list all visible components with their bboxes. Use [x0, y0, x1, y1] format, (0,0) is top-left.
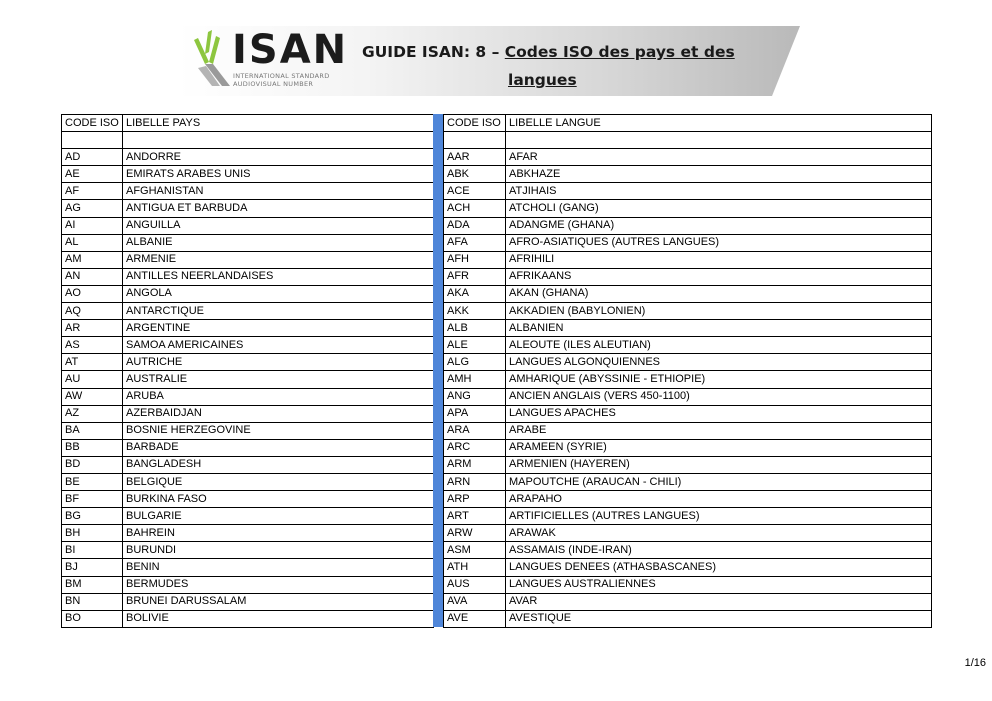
- language-label-cell: ARABE: [506, 422, 932, 439]
- language-label-cell: AFAR: [506, 149, 932, 166]
- table-row: [444, 200, 932, 217]
- language-code-cell: ALE: [444, 337, 506, 354]
- language-label-cell: ASSAMAIS (INDE-IRAN): [506, 542, 932, 559]
- language-code-cell: ABK: [444, 166, 506, 183]
- country-code-cell: BH: [62, 525, 123, 542]
- country-code-cell: AS: [62, 337, 123, 354]
- country-label-cell: ANGUILLA: [123, 217, 434, 234]
- country-code-cell: AW: [62, 388, 123, 405]
- language-code-cell: AUS: [444, 576, 506, 593]
- language-blank-row: [444, 132, 932, 149]
- table-row: [62, 456, 434, 473]
- language-header-cell: CODE ISO: [444, 115, 506, 132]
- country-code-cell: BF: [62, 491, 123, 508]
- table-row: [444, 149, 932, 166]
- table-row: [444, 491, 932, 508]
- table-row: [62, 149, 434, 166]
- language-code-cell: AAR: [444, 149, 506, 166]
- country-blank-cell: [62, 132, 123, 149]
- table-row: [444, 525, 932, 542]
- table-row: [444, 610, 932, 627]
- country-code-cell: AO: [62, 285, 123, 302]
- table-row: [62, 559, 434, 576]
- table-row: [444, 251, 932, 268]
- language-code-cell: ACH: [444, 200, 506, 217]
- table-row: [62, 268, 434, 285]
- country-code-cell: AF: [62, 183, 123, 200]
- country-label-cell: SAMOA AMERICAINES: [123, 337, 434, 354]
- language-label-cell: AMHARIQUE (ABYSSINIE - ETHIOPIE): [506, 371, 932, 388]
- table-row: [444, 234, 932, 251]
- country-label-cell: AUTRICHE: [123, 354, 434, 371]
- country-label-cell: BRUNEI DARUSSALAM: [123, 593, 434, 610]
- table-row: [62, 303, 434, 320]
- language-label-cell: AVESTIQUE: [506, 610, 932, 627]
- table-row: [444, 303, 932, 320]
- table-row: [444, 508, 932, 525]
- table-row: [444, 388, 932, 405]
- language-code-cell: AKK: [444, 303, 506, 320]
- country-label-cell: ANDORRE: [123, 149, 434, 166]
- country-code-cell: AU: [62, 371, 123, 388]
- country-code-cell: AR: [62, 320, 123, 337]
- page-title: [362, 38, 752, 94]
- table-row: [444, 473, 932, 490]
- language-code-cell: AKA: [444, 285, 506, 302]
- language-label-cell: ATJIHAIS: [506, 183, 932, 200]
- table-row: [62, 576, 434, 593]
- table-row: [444, 371, 932, 388]
- country-blank-row: [62, 132, 434, 149]
- table-row: [62, 388, 434, 405]
- table-row: [444, 559, 932, 576]
- table-row: [62, 439, 434, 456]
- table-row: [62, 320, 434, 337]
- language-label-cell: AKAN (GHANA): [506, 285, 932, 302]
- table-row: [62, 508, 434, 525]
- language-code-cell: APA: [444, 405, 506, 422]
- country-label-cell: BOLIVIE: [123, 610, 434, 627]
- table-row: [444, 422, 932, 439]
- country-code-cell: BA: [62, 422, 123, 439]
- country-label-cell: ARUBA: [123, 388, 434, 405]
- table-row: [62, 337, 434, 354]
- country-label-cell: AFGHANISTAN: [123, 183, 434, 200]
- table-row: [444, 576, 932, 593]
- language-code-cell: ARC: [444, 439, 506, 456]
- language-code-cell: ALB: [444, 320, 506, 337]
- country-code-cell: AM: [62, 251, 123, 268]
- country-code-cell: AZ: [62, 405, 123, 422]
- table-row: [62, 200, 434, 217]
- table-row: [444, 439, 932, 456]
- table-row: [444, 593, 932, 610]
- language-code-cell: ARA: [444, 422, 506, 439]
- table-row: [62, 166, 434, 183]
- language-label-cell: ABKHAZE: [506, 166, 932, 183]
- language-code-cell: ALG: [444, 354, 506, 371]
- country-label-cell: BAHREIN: [123, 525, 434, 542]
- country-code-cell: BJ: [62, 559, 123, 576]
- language-label-cell: LANGUES DENEES (ATHASBASCANES): [506, 559, 932, 576]
- country-label-cell: BERMUDES: [123, 576, 434, 593]
- country-code-cell: BO: [62, 610, 123, 627]
- language-label-cell: LANGUES AUSTRALIENNES: [506, 576, 932, 593]
- country-label-cell: BANGLADESH: [123, 456, 434, 473]
- table-row: [444, 217, 932, 234]
- language-code-cell: ASM: [444, 542, 506, 559]
- language-blank-cell: [506, 132, 932, 149]
- language-label-cell: ALEOUTE (ILES ALEUTIAN): [506, 337, 932, 354]
- table-row: [62, 542, 434, 559]
- country-header-cell: CODE ISO: [62, 115, 123, 132]
- language-label-cell: ARMENIEN (HAYEREN): [506, 456, 932, 473]
- country-label-cell: ALBANIE: [123, 234, 434, 251]
- table-row: [444, 456, 932, 473]
- table-row: [62, 525, 434, 542]
- language-blank-cell: [444, 132, 506, 149]
- country-label-cell: BENIN: [123, 559, 434, 576]
- country-header-row: [62, 115, 434, 132]
- language-code-cell: ARM: [444, 456, 506, 473]
- table-row: [444, 268, 932, 285]
- table-row: [62, 234, 434, 251]
- language-code-cell: AFH: [444, 251, 506, 268]
- country-label-cell: BELGIQUE: [123, 473, 434, 490]
- language-code-cell: ARP: [444, 491, 506, 508]
- table-row: [444, 542, 932, 559]
- language-label-cell: AFRIHILI: [506, 251, 932, 268]
- table-row: [62, 405, 434, 422]
- country-code-cell: BE: [62, 473, 123, 490]
- language-code-cell: ARN: [444, 473, 506, 490]
- table-row: [62, 217, 434, 234]
- country-label-cell: EMIRATS ARABES UNIS: [123, 166, 434, 183]
- country-label-cell: BARBADE: [123, 439, 434, 456]
- table-row: [444, 405, 932, 422]
- language-label-cell: ATCHOLI (GANG): [506, 200, 932, 217]
- language-label-cell: ARAMEEN (SYRIE): [506, 439, 932, 456]
- language-label-cell: ARAPAHO: [506, 491, 932, 508]
- country-code-cell: AI: [62, 217, 123, 234]
- country-label-cell: ANTIGUA ET BARBUDA: [123, 200, 434, 217]
- country-label-cell: AZERBAIDJAN: [123, 405, 434, 422]
- title-main-part1: Codes ISO des pays et des: [504, 43, 735, 61]
- country-code-cell: BG: [62, 508, 123, 525]
- country-label-cell: ANGOLA: [123, 285, 434, 302]
- title-prefix: GUIDE ISAN: 8 –: [362, 43, 505, 61]
- countries-table: [61, 114, 434, 628]
- table-row: [62, 593, 434, 610]
- table-row: [62, 491, 434, 508]
- country-code-cell: BN: [62, 593, 123, 610]
- country-blank-cell: [123, 132, 434, 149]
- logo-subtitle-line1: INTERNATIONAL STANDARD: [233, 72, 330, 80]
- language-code-cell: AVE: [444, 610, 506, 627]
- table-row: [444, 183, 932, 200]
- language-code-cell: ART: [444, 508, 506, 525]
- language-label-cell: ALBANIEN: [506, 320, 932, 337]
- country-code-cell: AT: [62, 354, 123, 371]
- country-code-cell: BB: [62, 439, 123, 456]
- table-row: [444, 320, 932, 337]
- table-row: [444, 337, 932, 354]
- table-row: [444, 166, 932, 183]
- table-row: [62, 473, 434, 490]
- country-label-cell: ARGENTINE: [123, 320, 434, 337]
- country-code-cell: AE: [62, 166, 123, 183]
- logo-wordmark: ISAN: [232, 27, 349, 73]
- isan-logo: [192, 27, 349, 90]
- country-code-cell: BM: [62, 576, 123, 593]
- table-separator: [433, 114, 443, 627]
- page-number: 1/16: [964, 657, 986, 669]
- language-code-cell: ARW: [444, 525, 506, 542]
- language-label-cell: ADANGME (GHANA): [506, 217, 932, 234]
- country-header-cell: LIBELLE PAYS: [123, 115, 434, 132]
- country-label-cell: ANTARCTIQUE: [123, 303, 434, 320]
- table-row: [62, 251, 434, 268]
- country-label-cell: BULGARIE: [123, 508, 434, 525]
- table-row: [444, 354, 932, 371]
- country-code-cell: AG: [62, 200, 123, 217]
- country-code-cell: BD: [62, 456, 123, 473]
- country-label-cell: ANTILLES NEERLANDAISES: [123, 268, 434, 285]
- country-label-cell: BURUNDI: [123, 542, 434, 559]
- language-label-cell: LANGUES ALGONQUIENNES: [506, 354, 932, 371]
- language-label-cell: AFRIKAANS: [506, 268, 932, 285]
- country-label-cell: BURKINA FASO: [123, 491, 434, 508]
- language-label-cell: MAPOUTCHE (ARAUCAN - CHILI): [506, 473, 932, 490]
- language-code-cell: ANG: [444, 388, 506, 405]
- country-code-cell: BI: [62, 542, 123, 559]
- language-header-row: [444, 115, 932, 132]
- table-row: [444, 285, 932, 302]
- country-code-cell: AQ: [62, 303, 123, 320]
- country-code-cell: AL: [62, 234, 123, 251]
- table-row: [62, 183, 434, 200]
- language-label-cell: LANGUES APACHES: [506, 405, 932, 422]
- languages-table: [443, 114, 932, 628]
- table-row: [62, 371, 434, 388]
- language-code-cell: AFA: [444, 234, 506, 251]
- country-code-cell: AD: [62, 149, 123, 166]
- language-label-cell: ARAWAK: [506, 525, 932, 542]
- language-code-cell: AVA: [444, 593, 506, 610]
- language-code-cell: ADA: [444, 217, 506, 234]
- language-label-cell: ANCIEN ANGLAIS (VERS 450-1100): [506, 388, 932, 405]
- country-label-cell: AUSTRALIE: [123, 371, 434, 388]
- country-code-cell: AN: [62, 268, 123, 285]
- logo-subtitle-line2: AUDIOVISUAL NUMBER: [233, 80, 314, 88]
- logo-subtitle: [233, 72, 330, 88]
- language-code-cell: AFR: [444, 268, 506, 285]
- language-header-cell: LIBELLE LANGUE: [506, 115, 932, 132]
- title-main-part2: langues: [508, 71, 577, 89]
- country-label-cell: ARMENIE: [123, 251, 434, 268]
- isan-logo-mark-icon: [192, 28, 232, 88]
- table-row: [62, 354, 434, 371]
- language-code-cell: AMH: [444, 371, 506, 388]
- language-label-cell: ARTIFICIELLES (AUTRES LANGUES): [506, 508, 932, 525]
- table-row: [62, 610, 434, 627]
- country-label-cell: BOSNIE HERZEGOVINE: [123, 422, 434, 439]
- language-label-cell: AKKADIEN (BABYLONIEN): [506, 303, 932, 320]
- language-label-cell: AFRO-ASIATIQUES (AUTRES LANGUES): [506, 234, 932, 251]
- table-row: [62, 285, 434, 302]
- table-row: [62, 422, 434, 439]
- language-code-cell: ATH: [444, 559, 506, 576]
- language-code-cell: ACE: [444, 183, 506, 200]
- language-label-cell: AVAR: [506, 593, 932, 610]
